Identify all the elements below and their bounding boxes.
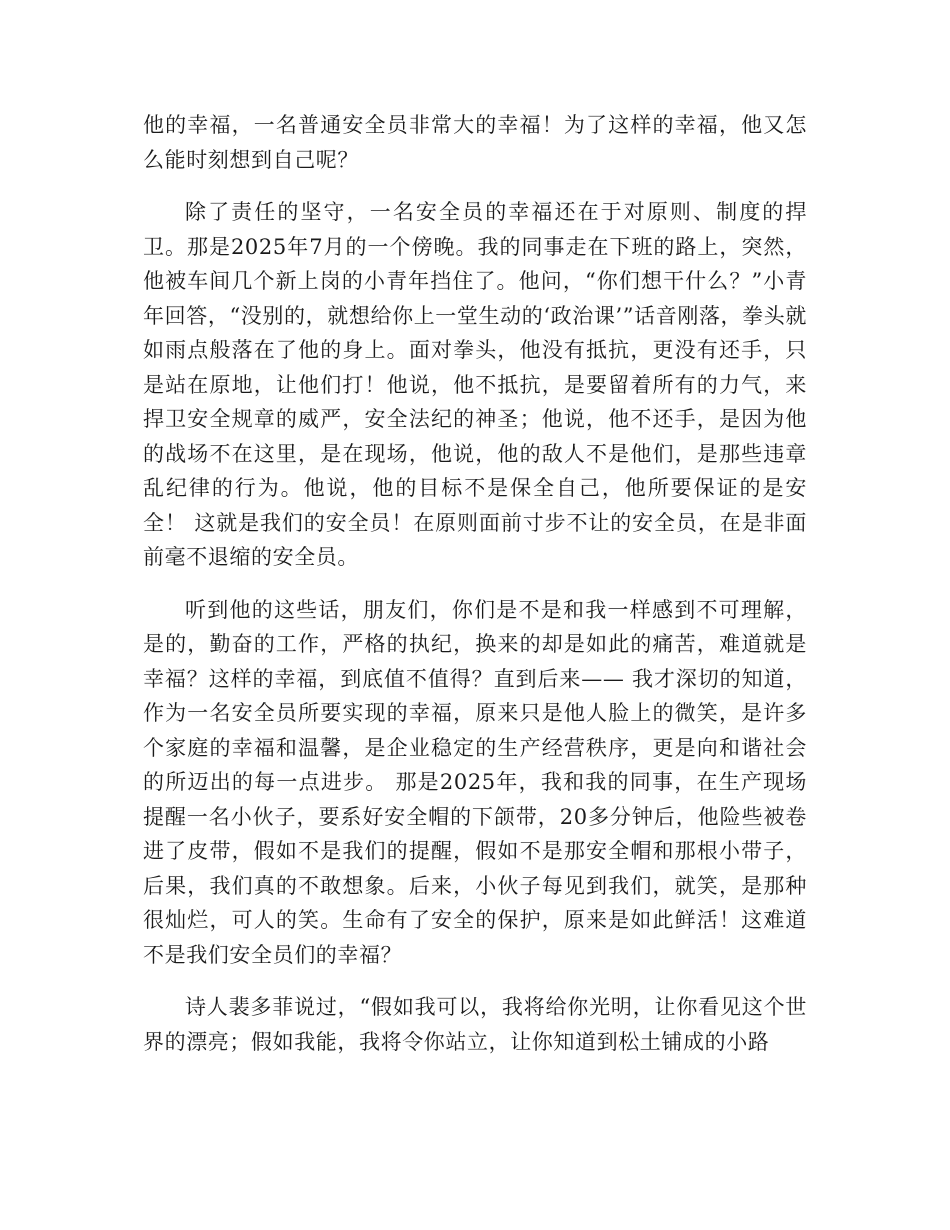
- paragraph-1: 他的幸福，一名普通安全员非常大的幸福！为了这样的幸福，他又怎么能时刻想到自己呢？: [143, 113, 807, 172]
- document-body: [143, 108, 807, 1077]
- paragraph-3: 听到他的这些话，朋友们，你们是不是和我一样感到不可理解，是的，勤奋的工作，严格的执纪，换来的却是如此的痛苦，难道就是幸福？这样的幸福，到底值不值得？直到后来—— 我才深切的知道，作为一名安全员所要实现的幸福，原来只是他人脸上的微笑，是许多个家庭的幸福和温馨，是企业稳定的生产经营秩序，更是向和谐社会的所迈出的每一点进步。 那是2025年，我和我的同事，在生产现场提醒一名小伙子，要系好安全帽的下颌带，20多分钟后，他险些被卷进了皮带，假如不是我们的提醒，假如不是那安全帽和那根小带子，后果，我们真的不敢想象。后来，小伙子每见到我们，就笑，是那种很灿烂，可人的笑。生命有了安全的保护，原来是如此鲜活！这难道不是我们安全员们的幸福？: [143, 597, 807, 967]
- paragraph-4: 诗人裴多菲说过，“假如我可以，我将给你光明，让你看见这个世界的漂亮；假如我能，我将令你站立，让你知道到松土铺成的小路: [143, 995, 807, 1054]
- paragraph-2: 除了责任的坚守，一名安全员的幸福还在于对原则、制度的捍卫。那是2025年7月的一个傍晚。我的同事走在下班的路上，突然，他被车间几个新上岗的小青年挡住了。他问，“你们想干什么？”小青年回答，“没别的，就想给你上一堂生动的‘政治课’”话音刚落，拳头就如雨点般落在了他的身上。面对拳头，他没有抵抗，更没有还手，只是站在原地，让他们打！他说，他不抵抗，是要留着所有的力气，来捍卫安全规章的威严，安全法纪的神圣；他说，他不还手，是因为他的战场不在这里，是在现场，他说，他的敌人不是他们，是那些违章乱纪律的行为。他说，他的目标不是保全自己，他所要保证的是安全！ 这就是我们的安全员！在原则面前寸步不让的安全员，在是非面前毫不退缩的安全员。: [143, 200, 807, 569]
